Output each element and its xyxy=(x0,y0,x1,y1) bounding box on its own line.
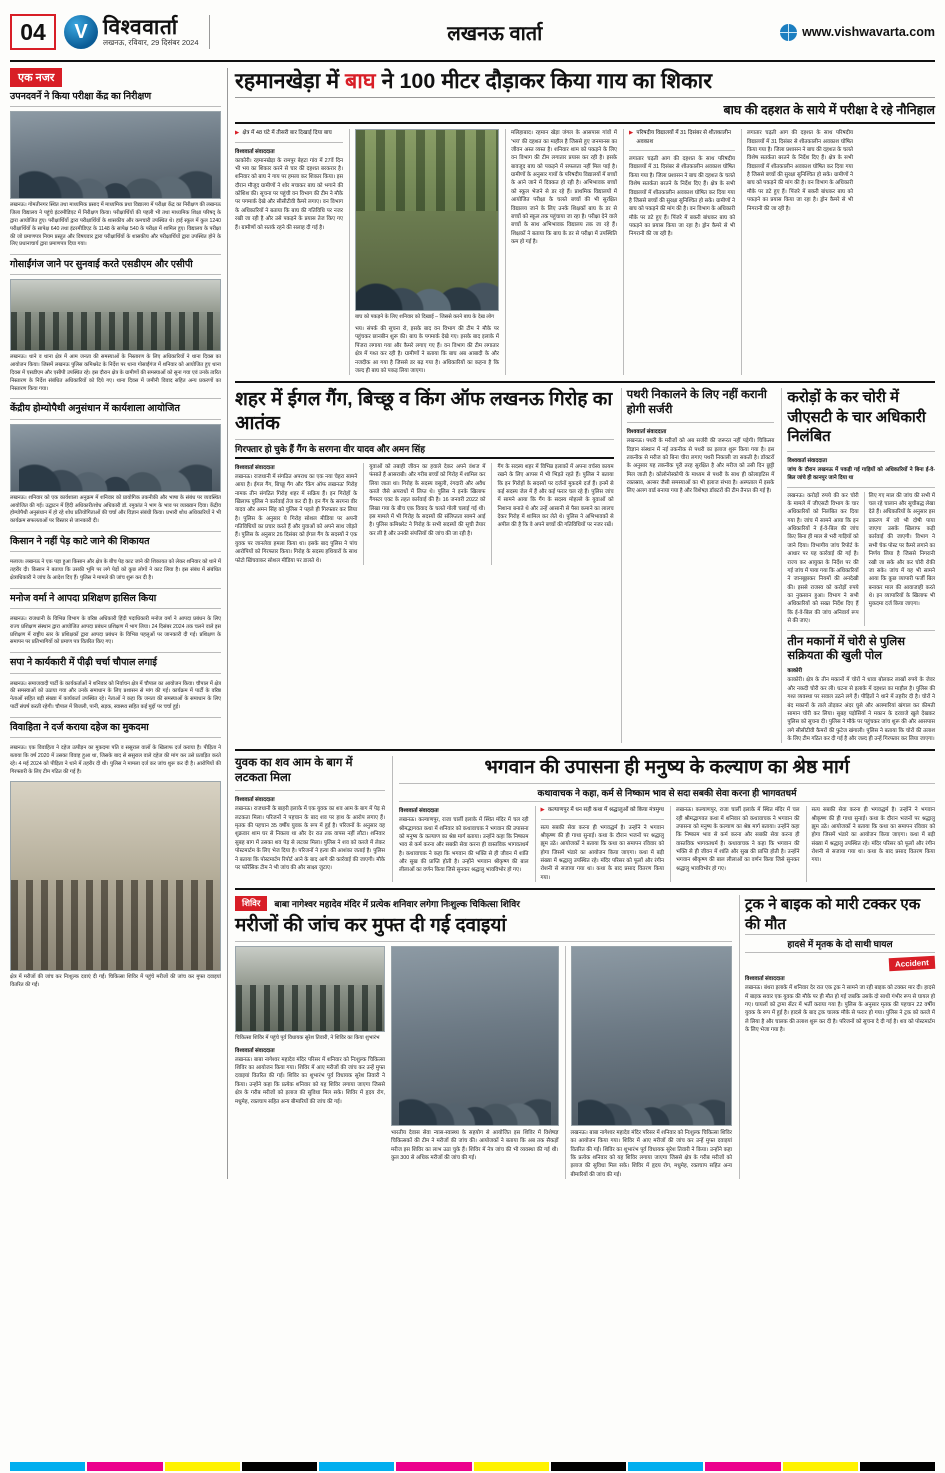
gang-col1-text: लखनऊ। राजधानी में संगठित अपराध का एक नया चेहरा सामने आया है। ईगल गैंग, बिच्छू गैंग और 'किंग ऑफ लखनऊ' गिरोह नामक तीन संगठित गिरोह शहर में सक्रिय हैं। इन गिरोहों के खिलाफ पुलिस ने कार्रवाई तेज कर दी है। इन गैंग के सरगना वीर यादव और अमन सिंह को पुलिस ने पहले ही गिरफ्तार कर लिया है। पुलिस के अनुसार ये गिरोह सोशल मीडिया पर अपनी गतिविधियों का प्रचार करते हैं और युवाओं को अपने साथ जोड़ते हैं। पुलिस के अनुसार 26 दिसंबर को ईगल गैंग के सदस्यों ने एक युवक पर जानलेवा हमला किया था। इसके बाद पुलिस ने पांच आरोपियों को गिरफ्तार किया। गिरोह के सदस्य हथियारों के साथ फोटो खिंचवाकर सोशल मीडिया पर डालते थे। xyxy=(235,473,358,564)
gst-col1-text: लखनऊ। करोड़ों रुपये की कर चोरी के मामले में जीएसटी विभाग के चार अधिकारियों को निलंबित कर दिया गया है। जांच में सामने आया कि इन अधिकारियों ने ई-वे-बिल की जांच किए बिना ही माल से भरी गाड़ियों को जाने दिया। विभागीय जांच रिपोर्ट के आधार पर यह कार्रवाई की गई है। राज्य कर आयुक्त के निर्देश पर की गई जांच में पाया गया कि अधिकारियों ने जानबूझकर नियमों की अनदेखी की। इससे राजस्व को करोड़ों रुपये का नुकसान हुआ। विभाग ने सभी अधिकारियों को सख्त निर्देश दिए हैं कि ई-वे-बिल की जांच अनिवार्य रूप से की जाए। xyxy=(787,492,859,625)
camp-col1-text: लखनऊ। बाबा नागेश्वर महादेव मंदिर परिसर में शनिवार को निःशुल्क चिकित्सा शिविर का आयोजन किया गया। शिविर में आए मरीजों की जांच कर उन्हें मुफ्त दवाइयां वितरित की गईं। शिविर का शुभारंभ पूर्व विधायक सुरेश तिवारी ने किया। उन्होंने कहा कि प्रत्येक शनिवार को यह शिविर लगाया जाएगा जिससे क्षेत्र के गरीब मरीजों को इलाज की सुविधा मिल सके। शिविर में हृदय रोग, मधुमेह, रक्तचाप सहित अन्य बीमारियों की जांच की गई। xyxy=(235,1056,385,1105)
sidebar-item-4[interactable] xyxy=(10,593,221,648)
camp-byline: विश्ववार्ता संवाददाता xyxy=(235,1047,275,1054)
sidebar-flag: एक नजर xyxy=(10,68,62,87)
sidebar-item-2[interactable] xyxy=(10,403,221,526)
gang-col3-text: गैंग के सदस्य शहर में विभिन्न इलाकों में अपना वर्चस्व कायम रखने के लिए आपस में भी भिड़ते रहते हैं। पुलिस ने बताया कि इन गिरोहों के सदस्यों पर दर्जनों मुकदमे दर्ज हैं। इनमें से कई सदस्य जेल में हैं और कई फरार चल रहे हैं। पुलिस जांच में सामने आया कि गैंग के सदस्य मोहल्ले के युवाओं को निशाना बनाते थे और उन्हें आसानी से पैसा कमाने का लालच देकर गिरोह में शामिल कर लेते थे। पुलिस ने अभिभावकों से अपील की है कि वे अपने बच्चों की गतिविधियों पर नजर रखें। xyxy=(497,463,614,529)
sidebar-item-5[interactable] xyxy=(10,657,221,712)
bhagwan-headline: भगवान की उपासना ही मनुष्य के कल्याण का श्रेष्ठ मार्ग xyxy=(484,757,850,779)
camp-section-tag: शिविर xyxy=(235,896,267,911)
bhagwan-byline: विश्ववार्ता संवाददाता xyxy=(399,808,439,815)
bhagwan-subheadline: कथावाचक ने कहा, कर्म से निष्काम भाव से सदा सबकी सेवा करना ही भागवतधर्म xyxy=(399,783,935,802)
bhagwan-bullet-text: कल्याणपुर में धन सही कथा में श्रद्धालुओं को किया मंत्रमुग्ध xyxy=(547,807,664,814)
bhagwan-col-4 xyxy=(806,806,936,882)
logo-icon xyxy=(64,15,98,49)
lead-col3-text: मलिहाबाद। रहमान खेड़ा जंगल के आसपास गांवों में 'भय' की दहशत का माहौल है जिससे हुए जनमानस का जीवन अस्त व्यस्त है। शनिवार शाम को पकड़ने के लिए वन विभाग की टीम लगातार प्रयास कर रही है। इसके बावजूद बाघ को पकड़ने में सफलता नहीं मिल पाई है। ग्रामीणों के अनुसार गायों के परिषदीय विद्यालयों में बच्चों के आने जाने में दिक्कत हो रही है। अभिभावक बच्चों को स्कूल भेजने से डर रहे हैं। प्राथमिक विद्यालयों में आयोजित परीक्षा के चलते बच्चों की भी सुरक्षित विद्यालय जाने के लिए उनके शिक्षकों बाघ के डर से बच्चों को स्कूल तक पहुंचाया जा रहा है। परीक्षा देने वाले बच्चों के साथ अभिभावक विद्यालय तक जा रहे हैं। शिक्षकों ने बताया कि बाघ के डर से परीक्षा में उपस्थिति कम हो गई है। xyxy=(511,130,617,246)
sidebar-photo-caption: क्षेत्र में मरीजों की जांच कर निःशुल्क दवाएं दी गईं। चिकित्सा शिविर में पहुंचे मरीजों की जांच कर मुफ्त दवाइयां वितरित की गईं। xyxy=(10,974,221,989)
camp-col2-text: भारतीय देवास सेवा न्यास-स्वास्थ्य के सहयोग से आयोजित इस शिविर में विशेषज्ञ चिकित्सकों की टीम ने मरीजों की जांच की। आयोजकों ने बताया कि अब तक सैकड़ों मरीज इस शिविर का लाभ उठा चुके हैं। शिविर में नेत्र जांच की भी व्यवस्था की गई थी। कुल 300 से अधिक मरीजों की जांच की गई। xyxy=(391,1129,559,1162)
sidebar-item-headline: सपा ने कार्यकारी में पीढ़ी चर्चा चौपाल लगाई xyxy=(10,657,221,673)
gang-col-1 xyxy=(235,463,357,565)
lead-photo-caption: बाघ को पकड़ने के लिए शनिवार को दिखाई – जिससे करने बाघ के देख लोग xyxy=(355,314,495,321)
bullet-triangle-icon: ▶ xyxy=(235,130,240,137)
sidebar-item-text: लखनऊ। गोमतीनगर स्थित तथा माध्यमिक प्रसाद में माध्यमिक प्रथा विद्यालय में परीक्षा केंद्र का निरीक्षण की लखनऊ जिला विद्यालय ने पहुंचे इंटरमीडिएट में निरीक्षण किया। परीक्षार्थियों की पहली भी तथा माध्यमिक शिक्षा परिषद् के द्वारा आयोजित हुए। परीक्षार्थियों द्वारा परीक्षार्थियों के शासकीय और कमचारी उपस्थित थे। हाई स्कूल में कुल 1240 परीक्षार्थियों के सापेक्ष 640 तथा इंटरमीडिएट के 1148 के सापेक्ष 540 के परीक्षा में शामिल हुए। विद्यालय के परीक्षा की जो प्रमाणपत्र नियम प्रस्तुत और विषयवार द्वारा परीक्षार्थियों के शासकीय और परीक्षार्थियों द्वारा उपस्थित होने के लिए प्रधानाचार्य द्वारा प्रमाणपत्र दिया गया। xyxy=(10,202,221,248)
story-truck xyxy=(739,895,935,1179)
bhagwan-band xyxy=(235,756,935,882)
theft-byline: काकोरी xyxy=(787,668,803,675)
body-found-headline: युवक का शव आम के बाग में लटकता मिला xyxy=(235,757,353,785)
story-gang xyxy=(235,388,614,743)
bhagwan-bullet xyxy=(541,806,665,814)
lead-col5-text: लगातार चढ़ती आग की दहशत के साथ परिषदीय विद्यालयों में 31 दिसंबर से शीतकालीन अवकाश घोषित किया गया है। जिला प्रशासन ने बाघ की दहशत के चलते विशेष सतर्कता बरतने के निर्देश दिए हैं। क्षेत्र के सभी विद्यालयों में शीतकालीन अवकाश घोषित कर दिया गया है जिससे बच्चों की सुरक्षा सुनिश्चित हो सके। ग्रामीणों ने बाघ को पकड़ने की मांग की है। वन विभाग के अधिकारी मौके पर डटे हुए हैं। पिंजरे में बकरी बांधकर बाघ को पकड़ने का प्रयास किया जा रहा है। ड्रोन कैमरे से भी निगरानी की जा रही है। xyxy=(747,130,853,212)
website-url: www.vishwavarta.com xyxy=(802,25,935,39)
sidebar-item-text: लखनऊ। एक विवाहिता ने दहेज उत्पीड़न का मुकदमा पति व ससुराल वालों के खिलाफ दर्ज कराया है। पीड़िता ने बताया कि वर्ष 2020 में उसका विवाह हुआ था, जिसके बाद से ससुराल वाले दहेज की मांग कर उसे प्रताड़ित करते रहे। 4 मई 2024 को पीड़िता ने थाने में तहरीर दी थी। पुलिस ने मामला दर्ज कर जांच शुरू कर दी है। आरोपियों की गिरफ्तारी के लिए टीम गठित की गई है। xyxy=(10,745,221,775)
camp-photo-caption: चिकित्सा शिविर में पहुंचे पूर्व विधायक सुरेश तिवारी, ने शिविर का किया शुभारंभ xyxy=(235,1034,380,1041)
lead-col4-text: लगातार चढ़ती आग की दहशत के साथ परिषदीय विद्यालयों में 31 दिसंबर से शीतकालीन अवकाश घोषित किया गया है। जिला प्रशासन ने बाघ की दहशत के चलते विशेष सतर्कता बरतने के निर्देश दिए हैं। क्षेत्र के सभी विद्यालयों में शीतकालीन अवकाश घोषित कर दिया गया है जिससे बच्चों की सुरक्षा सुनिश्चित हो सके। ग्रामीणों ने बाघ को पकड़ने की मांग की है। वन विभाग के अधिकारी मौके पर डटे हुए हैं। पिंजरे में बकरी बांधकर बाघ को पकड़ने का प्रयास किया जा रहा है। ड्रोन कैमरे से भी निगरानी की जा रही है। xyxy=(629,156,735,238)
stone-headline: पथरी निकालने के लिए नहीं करानी होगी सर्जरी xyxy=(626,389,767,417)
sidebar-item-6[interactable] xyxy=(10,722,221,777)
gst-lead: जांच के दौरान लखनऊ में पकड़ी गई गाड़ियों को अधिकारियों ने बिना ई-वे-बिल जांचे ही कानपुर जाने दिया था xyxy=(787,466,935,482)
camp-col-1 xyxy=(235,946,385,1179)
lead-headline-post: ने 100 मीटर दौड़ाकर किया गाय का शिकार xyxy=(375,69,713,93)
camp-col-3 xyxy=(565,946,733,1179)
bhagwan-col3-text: लखनऊ। कल्याणपुर, राजा चार्ली इलाके में स्थित मंदिर में चल रही श्रीमद्भागवत कथा में शनिवार को कथावाचक ने भगवान की उपासना को मनुष्य के कल्याण का श्रेष्ठ मार्ग बताया। उन्होंने कहा कि निष्काम भाव से कर्म करना और सबकी सेवा करना ही वास्तविक भागवतधर्म है। कथावाचक ने कहा कि भगवान की भक्ति से ही जीवन में शांति और सुख की प्राप्ति होती है। उन्होंने भगवान श्रीकृष्ण की बाल लीलाओं का वर्णन किया जिसे सुनकर श्रद्धालु भावविभोर हो गए। xyxy=(676,807,800,872)
stone-byline: विश्ववार्ता संवाददाता xyxy=(626,429,667,436)
truck-subheadline: हादसे में मृतक के दो साथी घायल xyxy=(745,934,935,953)
lead-photo-tiger-search xyxy=(355,129,499,311)
story-camp xyxy=(235,895,732,1179)
lead-bullet-1 xyxy=(629,129,735,146)
website-link[interactable] xyxy=(780,24,935,41)
sidebar-item-text: लखनऊ। शनिवार को एक कार्यशाला अनुक्रम में शनिवार को प्रायोगिक तकनीकी और भाषा के संबंध पर व्यवस्थित आयोजित की गई। उद्घाटन में हिंदी अधिकारी/शोध अधिकारी डॉ. रमुकांत ने भाग के भाव पर व्याख्यान दिया। केंद्रीय होम्योपैथी अनुसंधान में हो रहे शोध प्रतियोगिताओं की चर्चा और विज्ञान संबंधी किया। प्रभारी शोध अधिकारियों ने भी कार्यक्रम सफलताओं पर विस्तार से जानकारी दी। xyxy=(10,494,221,525)
lead-headline-pre: रहमानखेड़ा में xyxy=(235,69,346,93)
camp-photo-patients xyxy=(571,946,733,1126)
theft-text: काकोरी। क्षेत्र के तीन मकानों में चोरों ने धावा बोलकर लाखों रुपये के जेवर और नकदी चोरी कर ली। घटना से इलाके में दहशत का माहौल है। पुलिस की गश्त व्यवस्था पर सवाल उठने लगे हैं। पीड़ितों ने थाने में तहरीर दी है। चोरों ने बंद मकानों के ताले तोड़कर अंदर घुसे और अलमारियां खंगाल कर कीमती सामान चोरी कर लिया। सुबह पड़ोसियों ने मकान के दरवाजे खुले देखकर पुलिस को सूचना दी। पुलिस ने मौके पर पहुंचकर जांच शुरू की और आसपास लगे सीसीटीवी कैमरों की फुटेज खंगाली। पुलिस ने बताया कि चोरों की तलाश के लिए टीम गठित कर दी गई है और जल्द ही उन्हें गिरफ्तार कर लिया जाएगा। xyxy=(787,677,935,743)
story-gst xyxy=(781,388,935,743)
bullet-triangle-icon: ▶ xyxy=(629,130,634,137)
lead-col-5 xyxy=(741,129,853,375)
lead-headline xyxy=(235,68,935,98)
sidebar-item-headline: मनोज वर्मा ने आपदा प्रशिक्षण हासिल किया xyxy=(10,593,221,609)
bottom-band xyxy=(235,895,935,1179)
camp-photo-inauguration xyxy=(235,946,385,1032)
sidebar-item-headline: किसान ने नहीं पेड़ काटे जाने की शिकायत xyxy=(10,536,221,552)
stone-text: लखनऊ। पथरी के मरीजों को अब सर्जरी की जरूरत नहीं पड़ेगी। चिकित्सा विज्ञान संस्थान में नई तकनीक से पथरी का इलाज शुरू किया गया है। इस तकनीक से मरीज को बिना चीरा लगाए पथरी निकाली जा सकती है। डॉक्टरों के अनुसार यह तकनीक पूरी तरह सुरक्षित है और मरीज को उसी दिन छुट्टी मिल जाती है। कोलोनोस्कोपी के माध्यम से पथरी के साथ ही कोलाइटिस में रक्तस्राव, अल्सर जैसी समस्याओं का भी इलाज संभव है। अस्पताल में इसके लिए अलग वार्ड बनाया गया है और विशेषज्ञ डॉक्टरों की टीम तैनात की गई है। xyxy=(626,438,775,495)
masthead xyxy=(10,8,935,62)
body-found-byline: विश्ववार्ता संवाददाता xyxy=(235,797,275,804)
sidebar-item-0[interactable] xyxy=(10,91,221,249)
cmyk-registration-bar xyxy=(10,1462,935,1471)
lead-col-2 xyxy=(349,129,499,375)
gst-col2-text: लिए गए माल की जांच की सभी में चल रहे चालान और सूचीबद्ध लेखा देते हैं। अधिकारियों के अनुसार इस प्रकरण में जो भी दोषी पाया जाएगा उसके खिलाफ कड़ी कार्रवाई की जाएगी। विभाग ने सभी चेक पोस्ट पर कैमरे लगाने का निर्णय लिया है जिससे निगरानी रखी जा सके और कर चोरी रोकी जा सके। जांच में यह भी सामने आया कि कुछ व्यापारी फर्जी बिल बनाकर माल की आवाजाही करते थे। इन व्यापारियों के खिलाफ भी मुकदमा दर्ज किया जाएगा। xyxy=(864,492,935,626)
truck-byline: विश्ववार्ता संवाददाता xyxy=(745,976,785,983)
gang-col-2 xyxy=(363,463,485,565)
lead-col-4 xyxy=(623,129,735,375)
sidebar-item-headline: उपनदवर्ने ने किया परीक्षा केंद्र का निरीक्षण xyxy=(10,91,221,107)
main-content xyxy=(235,68,935,1179)
truck-headline: ट्रक ने बाइक को मारी टक्कर एक की मौत xyxy=(745,896,921,933)
globe-icon xyxy=(780,24,797,41)
gang-byline: विश्ववार्ता संवाददाता xyxy=(235,464,275,471)
sidebar-item-headline: केंद्रीय होम्योपैथी अनुसंधान में कार्यशाला आयोजित xyxy=(10,403,221,419)
truck-text: लखनऊ। बंथरा इलाके में शनिवार देर रात एक ट्रक ने सामने जा रही बाइक को टक्कर मार दी। हादसे में बाइक सवार एक युवक की मौके पर ही मौत हो गई जबकि उसके दो साथी गंभीर रूप से घायल हो गए। घायलों को ट्रामा सेंटर में भर्ती कराया गया है। पुलिस के अनुसार मृतक की पहचान 22 वर्षीय युवक के रूप में हुई है। हादसे के बाद ट्रक चालक मौके से फरार हो गया। पुलिस ने ट्रक को कब्जे में ले लिया है और चालक की तलाश शुरू कर दी है। परिजनों को सूचना दे दी गई है। शव को पोस्टमार्टम के लिए भेजा गया है। xyxy=(745,985,935,1034)
publication-logo xyxy=(64,15,210,49)
sidebar-ek-nazar xyxy=(10,68,228,1179)
camp-kicker: बाबा नागेश्वर महादेव मंदिर में प्रत्येक शनिवार लगेगा निःशुल्क चिकित्सा शिविर xyxy=(274,899,520,910)
lead-headline-highlight: बाघ xyxy=(345,69,376,93)
sidebar-item-headline: गोसाईंगंज जाने पर सुनवाई करते एसडीएम और एसीपी xyxy=(10,259,221,275)
sidebar-item-text: लखनऊ। राजधानी के विभिन्न विभाग के वरिष्ठ अधिकारी हिंदी पदाधिकारी मनोज वर्मा ने आपदा प्रबंधन के लिए राज्य प्रशिक्षण संस्थान द्वारा आयोजित आपदा प्रबंधन प्रशिक्षण में भाग लिया। 24 दिसंबर 2024 तक चलने वाले इस प्रशिक्षण में राष्ट्रीय स्तर के प्रशिक्षकों द्वारा आपदा प्रबंधन के विभिन्न पहलुओं पर जानकारी दी गई। प्रशिक्षण के समापन पर प्रतिभागियों को प्रमाण पत्र वितरित किए गए। xyxy=(10,616,221,646)
gang-headline: शहर में ईगल गैंग, बिच्छू व किंग ऑफ लखनऊ गिरोह का आतंक xyxy=(235,389,613,435)
camp-headline: मरीजों की जांच कर मुफ्त दी गई दवाइयां xyxy=(235,914,732,942)
sidebar-item-text: लखनऊ। समाजवादी पार्टी के कार्यकर्ताओं ने शनिवार को निर्वाचन क्षेत्र में चौपाल का आयोजन किया। चौपाल में क्षेत्र की समस्याओं को उठाया गया और उनके समाधान के लिए प्रशासन से मांग की गई। कार्यक्रम में पार्टी के वरिष्ठ नेताओं सहित बड़ी संख्या में कार्यकर्ता उपस्थित रहे। नेताओं ने कहा कि जनता की समस्याओं के समाधान के लिए पार्टी संघर्ष करती रहेगी। चौपाल में बिजली, पानी, सड़क, स्वास्थ्य सहित कई मुद्दों पर चर्चा हुई। xyxy=(10,680,221,710)
lead-col1-text: काकोरी। रहमानखेड़ा के रामपुर बेहटा गांव में 27वें दिन भी भय का शिकार करने से चार की दहशत बरकरार है। शनिवार को बाघ ने गाय पर हमला कर शिकार किया। इस दौरान मौजूद ग्रामीणों ने शोर मचाकर बाघ को भगाने की कोशिश की। सूचना पर पहुंची वन विभाग की टीम ने मौके पर पगमार्क देखे और सीसीटीवी कैमरे लगाए। वन विभाग के अधिकारियों ने बताया कि बाघ की गतिविधि पर नजर रखी जा रही है और उसे पकड़ने के प्रयास तेज किए गए हैं। ग्रामीणों को सतर्क रहने की सलाह दी गई है। xyxy=(235,157,343,231)
sidebar-item-text: लखनऊ। थाने व थाना क्षेत्र में आम जनता की समस्याओं के निस्तारण के लिए अधिकारियों ने थाना दिवस का आयोजन किया। जिसमें लखनऊ पुलिस कमिश्नरेट के निर्देश पर थाना गोसाईंगंज में शनिवार को आयोजित हुए थाना दिवस में एसडीएम और एसीपी उपस्थित रहे। इस दौरान क्षेत्र के ग्रामीणों की समस्याओं को सुना गया एवं उनके त्वरित निस्तारण के निर्देश संबंधित अधिकारियों को दिये गए। थाना दिवस में जमीनी विवाद सहित अन्य प्रकरणों का निस्तारण किया गया। xyxy=(10,354,221,392)
sidebar-photo-inspection xyxy=(10,111,221,199)
bhagwan-col-2 xyxy=(535,806,665,882)
sidebar-photo-workshop xyxy=(10,424,221,492)
middle-band xyxy=(235,388,935,743)
body-found-text: लखनऊ। राजधानी के बाहरी इलाके में एक युवक का शव आम के बाग में पेड़ से लटकता मिला। परिजनों ने पहचान के बाद शव पर हाथ के आरोप लगाए हैं। मृतक की पहचान 35 वर्षीय युवक के रूप में हुई है। परिजनों के अनुसार वह शुक्रवार शाम घर से निकला था और देर रात तक वापस नहीं लौटा। शनिवार सुबह बाग में उसका शव पेड़ से लटका मिला। पुलिस ने शव को कब्जे में लेकर पोस्टमार्टम के लिए भेज दिया है। परिजनों ने हत्या की आशंका जताई है। पुलिस ने बताया कि पोस्टमार्टम रिपोर्ट आने के बाद आगे की कार्रवाई की जाएगी। मौके पर फॉरेंसिक टीम ने भी जांच की और साक्ष्य जुटाए। xyxy=(235,806,385,871)
bullet-triangle-icon: ▶ xyxy=(540,807,545,814)
sidebar-photo-hearing xyxy=(10,279,221,351)
story-stone xyxy=(621,388,775,743)
lead-bullet-text: परिषदीय विद्यालयों में 31 दिसंबर से शीतकालीन अवकाश xyxy=(636,130,732,145)
page-number: 04 xyxy=(10,14,56,50)
camp-photo-checkup xyxy=(391,946,559,1126)
edition-title: लखनऊ वार्ता xyxy=(447,22,543,45)
lead-story xyxy=(235,68,935,375)
gang-subheadline: गिरफ्तार हो चुके हैं गैंग के सरगना वीर यादव और अमन सिंह xyxy=(235,439,614,459)
lead-byline: विश्ववार्ता संवाददाता xyxy=(235,148,275,155)
gang-col-3 xyxy=(491,463,613,565)
gst-headline: करोड़ों के कर चोरी में जीएसटी के चार अधिकारी निलंबित xyxy=(787,389,926,446)
lead-col2-text: भय। संपर्क की सूचना रो, इसके बाद वन विभाग की टीम ने मौके पर पहुंचकर छानबीन शुरू की। बाघ के पगमार्क देखे गए। इसके बाद इलाके में पिंजरा लगाया गया और कैमरे लगाए गए हैं। वन विभाग की टीम लगातार क्षेत्र में गश्त कर रही है। ग्रामीणों ने बताया कि बाघ अब आबादी के और नजदीक आ गया है जिससे डर बढ़ गया है। अधिकारियों का कहना है कि जल्द ही बाघ को पकड़ लिया जाएगा। xyxy=(355,326,499,374)
theft-headline: तीन मकानों में चोरी से पुलिस सक्रियता की खुली पोल xyxy=(787,635,905,663)
lead-subheadline: बाघ की दहशत के साये में परीक्षा दे रहे नौनिहाल xyxy=(235,98,935,124)
lead-bullet-0 xyxy=(235,129,343,137)
bhagwan-col-1 xyxy=(399,806,529,882)
logo-subtitle: लखनऊ, रविवार, 29 दिसंबर 2024 xyxy=(103,38,199,48)
story-bhagwan xyxy=(392,756,935,882)
gang-col2-text: युवाओं को तबाही जीवन का हवाले देकर अपने वंशज में फंसाते हैं आसराबी। और गरीब बच्चों को गिरोह में शामिल कर लिया जाता था। गिरोह के सदस्य वसूली, रंगदारी और अवैध कब्जे जैसे अपराधों में लिप्त थे। पुलिस ने इनके खिलाफ गैंगस्टर एक्ट के तहत कार्रवाई की है। 16 जनवरी 2022 को लिखा गया के बीच एक विवाद के चलते गोली चलाई गई थी। इस मामले में भी गिरोह के सदस्यों की संलिप्तता सामने आई है। पुलिस कमिश्नरेट ने गिरोह के सभी सदस्यों की सूची तैयार कर ली है और उनकी संपत्तियों की जांच की जा रही है। xyxy=(369,463,486,537)
sidebar-item-headline: विवाहिता ने दर्ज कराया दहेज का मुकदमा xyxy=(10,722,221,738)
camp-col3-text: लखनऊ। बाबा नागेश्वर महादेव मंदिर परिसर में शनिवार को निःशुल्क चिकित्सा शिविर का आयोजन किया गया। शिविर में आए मरीजों की जांच कर उन्हें मुफ्त दवाइयां वितरित की गईं। शिविर का शुभारंभ पूर्व विधायक सुरेश तिवारी ने किया। उन्होंने कहा कि प्रत्येक शनिवार को यह शिविर लगाया जाएगा जिससे क्षेत्र के गरीब मरीजों को इलाज की सुविधा मिल सके। शिविर में हृदय रोग, मधुमेह, रक्तचाप सहित अन्य बीमारियों की जांच की गई। xyxy=(570,1129,732,1178)
lead-bullet-text: क्षेत्र में 48 घंटे में तीसरी बार दिखाई दिया बाघ xyxy=(242,130,332,137)
sidebar-photo-camp xyxy=(10,781,221,971)
story-body-found xyxy=(235,756,385,882)
lead-col-1 xyxy=(235,129,343,375)
bhagwan-col2-text: सत्य सबकी सेवा करना ही भगवद्धर्म है। उन्होंने ने भगवान श्रीकृष्ण की ही गाथा सुनाई। कथा के दौरान भजनों पर श्रद्धालु झूम उठे। आयोजकों ने बताया कि कथा का समापन रविवार को होगा जिसमें भंडारे का आयोजन किया जाएगा। कथा में बड़ी संख्या में श्रद्धालु उपस्थित रहे। मंदिर परिसर को फूलों और रंगीन रोशनी से सजाया गया था। कथा के बाद प्रसाद वितरण किया गया। xyxy=(540,824,664,881)
logo-title: विश्ववार्ता xyxy=(103,16,178,40)
bhagwan-col1-text: लखनऊ। कल्याणपुर, राजा चार्ली इलाके में स्थित मंदिर में चल रही श्रीमद्भागवत कथा में शनिवार को कथावाचक ने भगवान की उपासना को मनुष्य के कल्याण का श्रेष्ठ मार्ग बताया। उन्होंने कहा कि निष्काम भाव से कर्म करना और सबकी सेवा करना ही वास्तविक भागवतधर्म है। कथावाचक ने कहा कि भगवान की भक्ति से ही जीवन में शांति और सुख की प्राप्ति होती है। उन्होंने भगवान श्रीकृष्ण की बाल लीलाओं का वर्णन किया जिसे सुनकर श्रद्धालु भावविभोर हो गए। xyxy=(399,817,529,874)
camp-col-2 xyxy=(391,946,559,1179)
gst-byline: विश्ववार्ता संवाददाता xyxy=(787,457,827,464)
sidebar-item-1[interactable] xyxy=(10,259,221,393)
bhagwan-col-3 xyxy=(670,806,800,882)
accident-badge: Accident xyxy=(889,956,935,971)
lead-col-3 xyxy=(505,129,617,375)
bhagwan-col4-text: सत्य सबकी सेवा करना ही भगवद्धर्म है। उन्होंने ने भगवान श्रीकृष्ण की ही गाथा सुनाई। कथा के दौरान भजनों पर श्रद्धालु झूम उठे। आयोजकों ने बताया कि कथा का समापन रविवार को होगा जिसमें भंडारे का आयोजन किया जाएगा। कथा में बड़ी संख्या में श्रद्धालु उपस्थित रहे। मंदिर परिसर को फूलों और रंगीन रोशनी से सजाया गया था। कथा के बाद प्रसाद वितरण किया गया। xyxy=(811,807,935,864)
sidebar-item-text: मलाज। लखनऊ ने एक पड़ा हुआ किसान और क्षेत्र के बीच पेड़ काट जाने की शिकायत को लेकर शनिवार को थाने में तहरीर दी। किसान ने बताया कि उसकी भूमि पर लगे पेड़ों को कुछ लोगों ने काट लिया है। इस संबंध में संबंधित क्षेत्राधिकारी ने जांच के आदेश दिए हैं। पुलिस ने मामले की जांच शुरू कर दी है। xyxy=(10,559,221,581)
sidebar-item-3[interactable] xyxy=(10,536,221,583)
